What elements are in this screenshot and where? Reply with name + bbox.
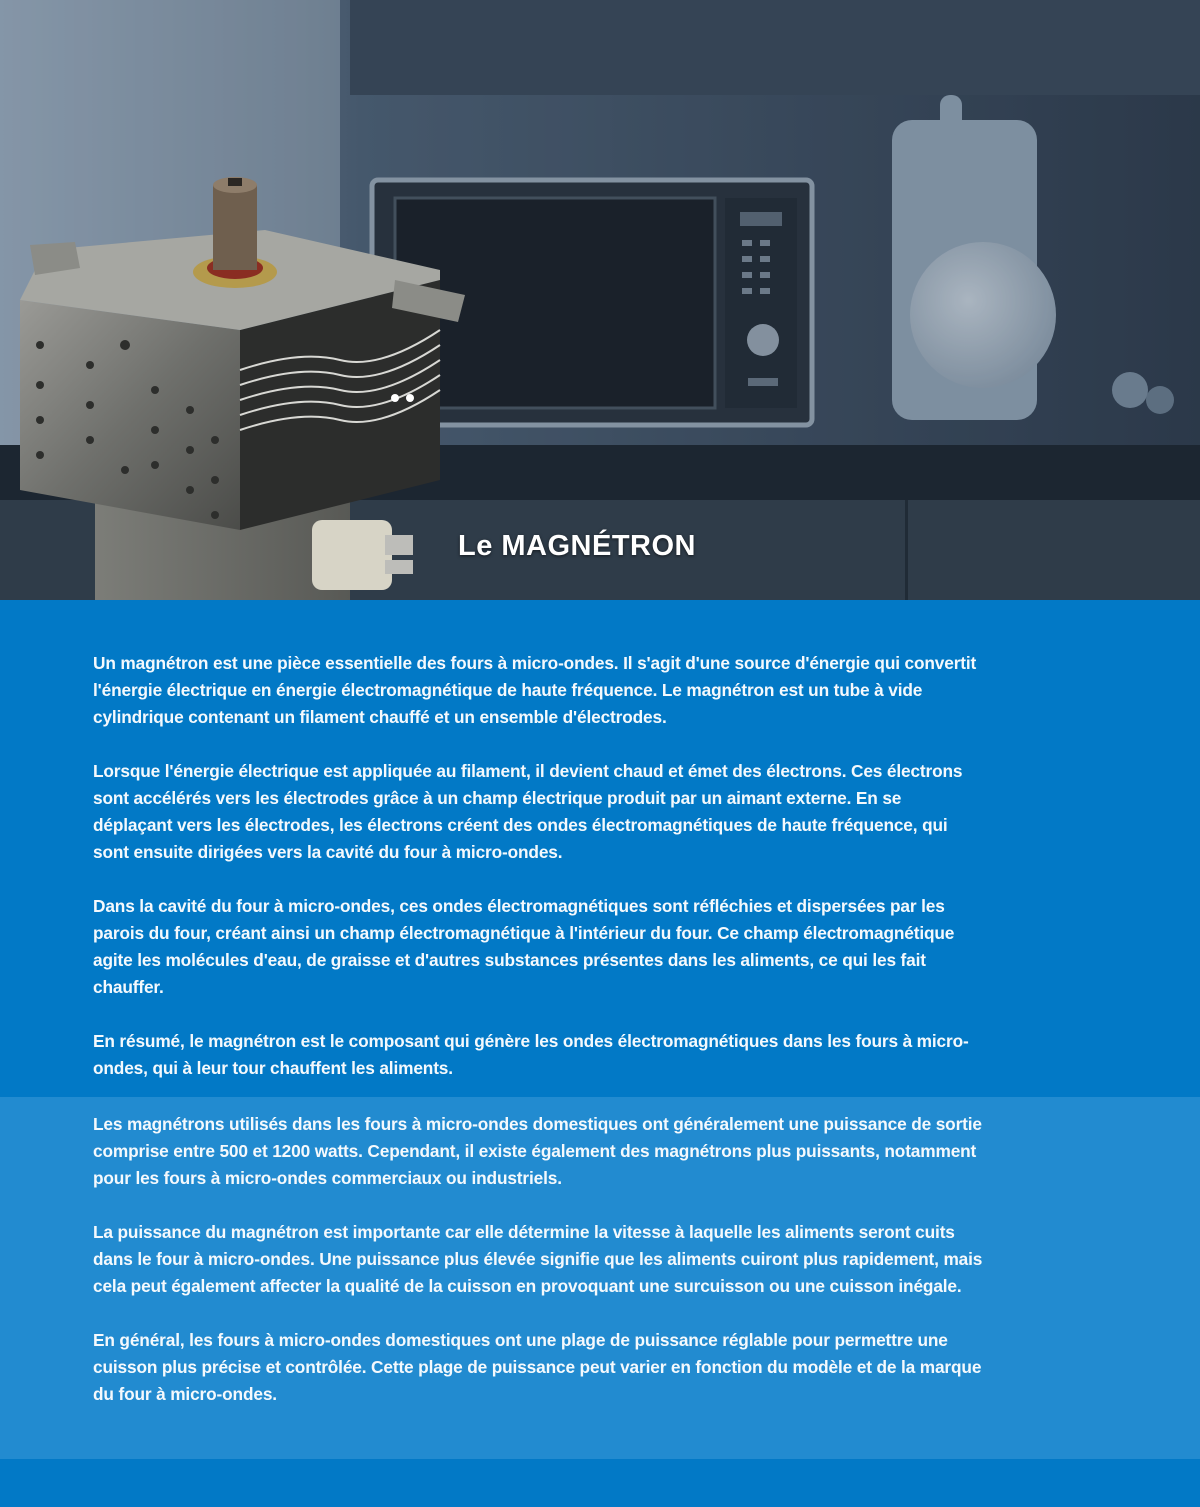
power-section <box>0 1097 1200 1459</box>
paragraph: En général, les fours à micro-ondes domestiques ont une plage de puissance réglable pour permettre une cuisson plus précise et contrôlée. Cette plage de puissance peut varier en fonction du modèle et de la marque du four à micro-ondes. <box>93 1330 982 1404</box>
power-text <box>93 1111 983 1435</box>
paragraph: En résumé, le magnétron est le composant qui génère les ondes électromagnétiques dans les fours à micro-ondes, qui à leur tour chauffent les aliments. <box>93 1031 969 1078</box>
page-title: Le MAGNÉTRON <box>458 530 696 562</box>
paragraph: La puissance du magnétron est importante car elle détermine la vitesse à laquelle les aliments seront cuits dans le four à micro-ondes. Une puissance plus élevée signifie que les aliments cuiront plus rapidement, mais cela peut également affecter la qualité de la cuisson en provoquant une surcuisson ou une cuisson inégale. <box>93 1222 983 1296</box>
paragraph: Dans la cavité du four à micro-ondes, ces ondes électromagnétiques sont réfléchies et dispersées par les parois du four, créant ainsi un champ électromagnétique à l'intérieur du four. Ce champ électromagnétique agite les molécules d'eau, de graisse et d'autres substances présentes dans les aliments, ce qui les fait chauffer. <box>93 896 955 997</box>
magnetron-photo <box>0 0 1200 600</box>
paragraph: Un magnétron est une pièce essentielle des fours à micro-ondes. Il s'agit d'une source d'énergie qui convertit l'énergie électrique en énergie électromagnétique de haute fréquence. Le magnétron est un tube à vide cylindrique contenant un filament chauffé et un ensemble d'électrodes. <box>93 653 977 727</box>
footer-band <box>0 1459 1200 1507</box>
intro-text <box>93 650 983 1109</box>
hero-banner <box>0 0 1200 600</box>
intro-section <box>0 600 1200 1097</box>
paragraph: Les magnétrons utilisés dans les fours à micro-ondes domestiques ont généralement une puissance de sortie comprise entre 500 et 1200 watts. Cependant, il existe également des magnétrons plus puissants, notamment pour les fours à micro-ondes commerciaux ou industriels. <box>93 1114 982 1188</box>
paragraph: Lorsque l'énergie électrique est appliquée au filament, il devient chaud et émet des électrons. Ces électrons sont accélérés vers les électrodes grâce à un champ électrique produit par un aimant externe. En se déplaçant vers les électrodes, les électrons créent des ondes électromagnétiques de haute fréquence, qui sont ensuite dirigées vers la cavité du four à micro-ondes. <box>93 761 963 862</box>
